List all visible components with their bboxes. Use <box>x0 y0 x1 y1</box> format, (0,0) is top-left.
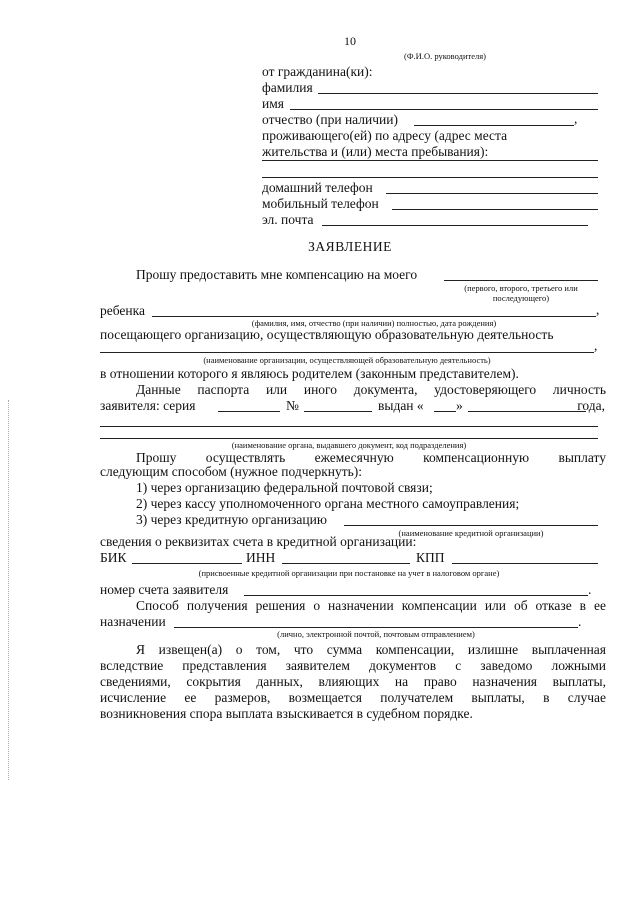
caption-method: (лично, электронной почтой, почтовым отправлением) <box>277 629 475 639</box>
caption-tax: (присвоенные кредитной организации при постановке на учет в налоговом органе) <box>198 568 500 578</box>
caption-bank: (наименование кредитной организации) <box>398 528 544 538</box>
email-label: эл. почта <box>262 212 314 227</box>
notice-line-4: исчисление ее размеров, возмещается получателем выплаты, в случае <box>100 690 606 705</box>
child-order-field[interactable] <box>444 280 598 281</box>
patronymic-field[interactable] <box>414 125 574 126</box>
passport-year-label: года, <box>577 398 605 413</box>
patronymic-label: отчество (при наличии) <box>262 112 398 127</box>
patronymic-comma: , <box>574 111 578 126</box>
payment-option-bank[interactable]: 3) через кредитную организацию <box>136 512 327 527</box>
caption-head-name: (Ф.И.О. руководителя) <box>404 51 486 61</box>
request-text: Прошу предоставить мне компенсацию на моего <box>136 267 418 282</box>
inn-field[interactable] <box>282 563 410 564</box>
payment-text-2: следующим способом (нужное подчеркнуть): <box>100 464 363 479</box>
caption-order-2: последующего) <box>492 293 550 303</box>
decision-text-1: Способ получения решения о назначении компенсации или об отказе в ее <box>136 598 606 613</box>
from-citizen-label: от гражданина(ки): <box>262 64 373 79</box>
name-label: имя <box>262 96 284 111</box>
passport-series-label: заявителя: серия <box>100 398 196 413</box>
bik-field[interactable] <box>132 563 242 564</box>
notice-line-3: сведениями, сокрытия данных, влияющих на право назначения выплаты, <box>100 674 606 689</box>
address-label-1: проживающего(ей) по адресу (адрес места <box>262 128 508 143</box>
caption-organization: (наименование организации, осуществляющей образовательную деятельность) <box>203 355 491 365</box>
child-label: ребенка <box>100 303 145 318</box>
caption-order-1: (первого, второго, третьего или <box>464 283 578 293</box>
mobile-phone-label: мобильный телефон <box>262 196 379 211</box>
surname-label: фамилия <box>262 80 313 95</box>
notice-line-1: Я извещен(а) о том, что сумма компенсации, излишне выплаченная <box>136 642 606 657</box>
payment-option-post[interactable]: 1) через организацию федеральной почтовой связи; <box>136 480 433 495</box>
child-comma: , <box>596 302 600 317</box>
surname-field[interactable] <box>318 93 598 94</box>
organization-comma: , <box>594 338 598 353</box>
passport-number-label: № <box>286 398 299 413</box>
payment-option-cash[interactable]: 2) через кассу уполномоченного органа местного самоуправления; <box>136 496 520 511</box>
passport-number-field[interactable] <box>304 411 372 412</box>
decision-method-dot: . <box>578 614 582 629</box>
payment-text-1: Прошу осуществлять ежемесячную компенсационную выплату <box>136 450 606 465</box>
address-field-1[interactable] <box>262 160 598 161</box>
name-field[interactable] <box>290 109 598 110</box>
passport-series-field[interactable] <box>218 411 280 412</box>
address-label-2: жительства и (или) места пребывания): <box>262 144 489 159</box>
document-title: ЗАЯВЛЕНИЕ <box>308 239 392 254</box>
notice-line-5: возникновения спора выплата взыскивается в судебном порядке. <box>100 706 473 721</box>
passport-issuer-field-1[interactable] <box>100 426 598 427</box>
bik-label: БИК <box>100 550 127 565</box>
mobile-phone-field[interactable] <box>392 209 598 210</box>
caption-child: (фамилия, имя, отчество (при наличии) полностью, дата рождения) <box>251 318 497 328</box>
kpp-label: КПП <box>416 550 445 565</box>
address-field-2[interactable] <box>262 177 598 178</box>
passport-issuer-field-2[interactable] <box>100 438 598 439</box>
email-field[interactable] <box>322 225 588 226</box>
attends-text: посещающего организацию, осуществляющую образовательную деятельность <box>100 327 554 342</box>
account-number-label: номер счета заявителя <box>100 582 229 597</box>
home-phone-field[interactable] <box>386 193 598 194</box>
bank-name-field[interactable] <box>344 525 598 526</box>
kpp-field[interactable] <box>452 563 598 564</box>
account-number-dot: . <box>588 582 592 597</box>
passport-month-field[interactable] <box>468 411 586 412</box>
inn-label: ИНН <box>246 550 276 565</box>
decision-method-field[interactable] <box>174 627 578 628</box>
caption-issuer: (наименование органа, выдавшего документ, код подразделения) <box>231 440 467 450</box>
passport-issued-label: выдан « <box>378 398 424 413</box>
passport-text-1: Данные паспорта или иного документа, удостоверяющего личность <box>136 382 606 397</box>
passport-quote-close: » <box>456 398 463 413</box>
decision-text-2: назначении <box>100 614 166 629</box>
account-info-text: сведения о реквизитах счета в кредитной организации: <box>100 534 417 549</box>
account-number-field[interactable] <box>244 595 588 596</box>
home-phone-label: домашний телефон <box>262 180 373 195</box>
passport-day-field[interactable] <box>434 411 456 412</box>
child-field[interactable] <box>152 316 596 317</box>
notice-line-2: вследствие представления заявителем документов с заведомо ложными <box>100 658 606 673</box>
page-number: 10 <box>344 34 356 48</box>
organization-field[interactable] <box>100 352 594 353</box>
parent-text: в отношении которого я являюсь родителем (законным представителем). <box>100 366 519 381</box>
scan-edge-marks <box>8 400 9 780</box>
